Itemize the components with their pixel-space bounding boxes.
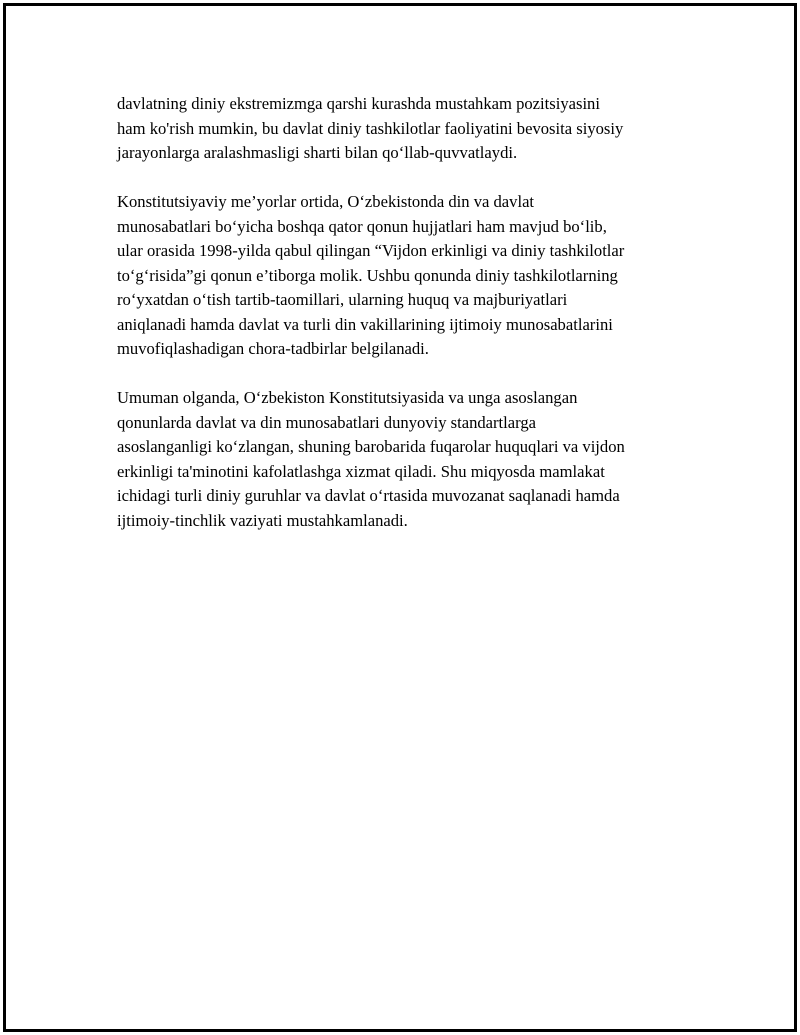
text-line: Konstitutsiyaviy me’yorlar ortida, O‘zbekistonda din va davlat	[117, 192, 535, 211]
text-line: ichidagi turli diniy guruhlar va davlat o‘rtasida muvozanat saqlanadi hamda	[117, 486, 620, 505]
text-line: muvofiqlashadigan chora-tadbirlar belgilanadi.	[117, 339, 429, 358]
text-line: qonunlarda davlat va din munosabatlari dunyoviy standartlarga	[117, 412, 537, 432]
text-line: ular orasida 1998-yilda qabul qilingan “Vijdon erkinligi va diniy tashkilotlar	[117, 241, 625, 260]
text-line: davlatning diniy ekstremizmga qarshi kurashda mustahkam pozitsiyasini	[117, 94, 600, 113]
text-line: Umuman olganda, O‘zbekiston Konstitutsiyasida va unga asoslangan	[117, 388, 578, 407]
document-body	[117, 92, 717, 533]
text-line: ijtimoiy-tinchlik vaziyati mustahkamlanadi.	[117, 510, 408, 530]
text-line: to‘g‘risida”gi qonun e’tiborga molik. Ushbu qonunda diniy tashkilotlarning	[117, 265, 618, 285]
paragraph-1	[117, 92, 717, 166]
paragraph-3	[117, 386, 717, 533]
text-line: munosabatlari bo‘yicha boshqa qator qonun hujjatlari ham mavjud bo‘lib,	[117, 216, 607, 236]
text-line: ham ko'rish mumkin, bu davlat diniy tashkilotlar faoliyatini bevosita siyosiy	[117, 118, 624, 138]
text-line: asoslanganligi ko‘zlangan, shuning barobarida fuqarolar huquqlari va vijdon	[117, 437, 625, 456]
text-line: ro‘yxatdan o‘tish tartib-taomillari, ularning huquq va majburiyatlari	[117, 290, 568, 309]
text-line: jarayonlarga aralashmasligi sharti bilan qo‘llab-quvvatlaydi.	[117, 143, 518, 162]
text-line: aniqlanadi hamda davlat va turli din vakillarining ijtimoiy munosabatlarini	[117, 314, 613, 334]
text-line: erkinligi ta'minotini kafolatlashga xizmat qiladi. Shu miqyosda mamlakat	[117, 461, 605, 481]
paragraph-2	[117, 190, 717, 362]
